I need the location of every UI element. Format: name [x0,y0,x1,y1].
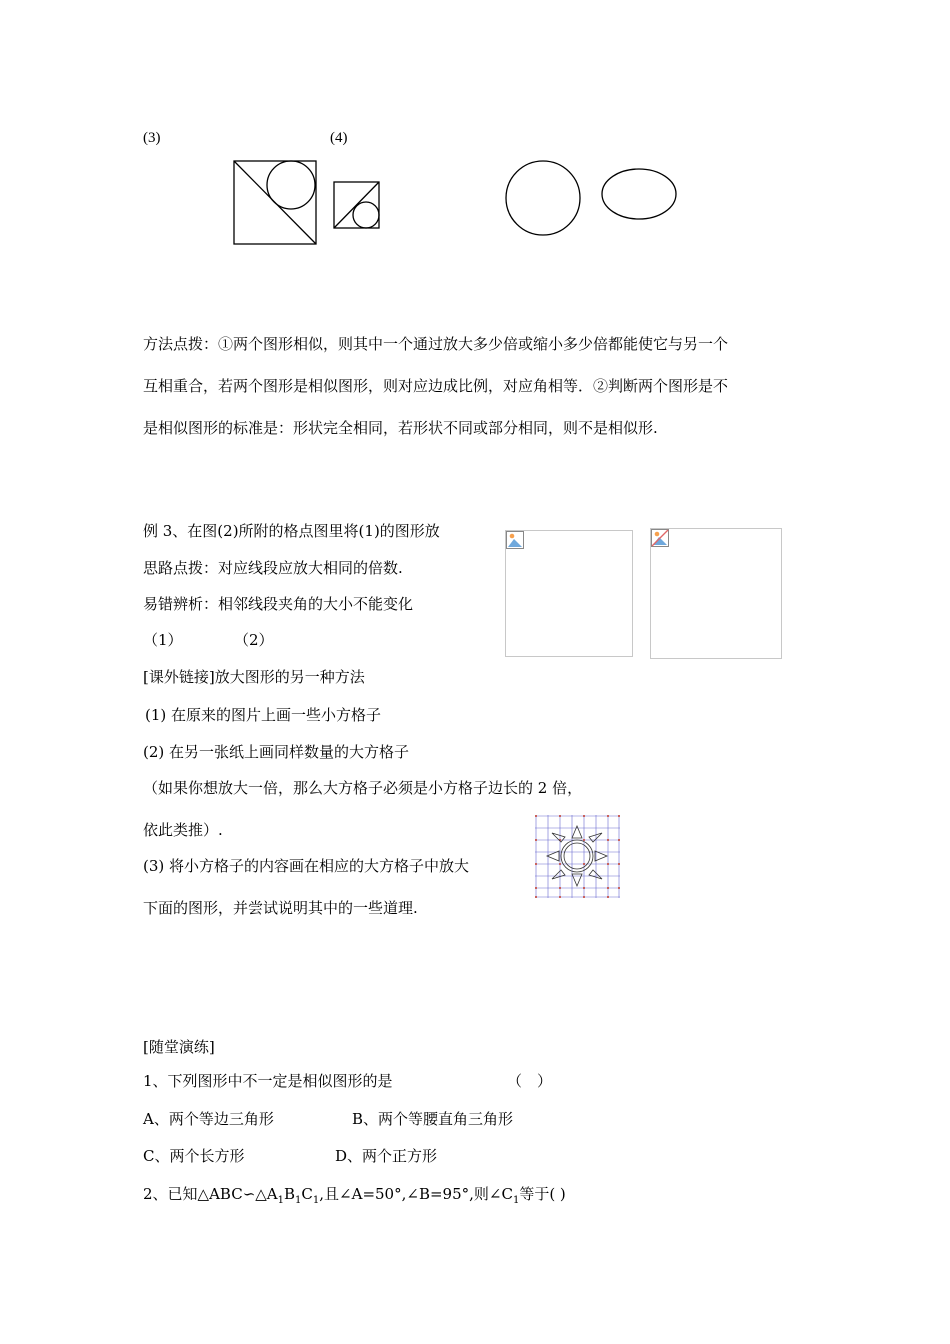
question-1: 1、下列图形中不一定是相似图形的是 [143,1072,393,1090]
q2-text-b: B [284,1185,296,1203]
q2-text-c: C [301,1185,313,1203]
example3-line-2: 思路点拨：对应线段应放大相同的倍数. [143,559,403,577]
method-tip-line-2: 互相重合，若两个图形是相似图形，则对应边成比例，对应角相等．②判断两个图形是不 [143,377,729,395]
circle-ellipse-figure [500,155,685,245]
method-tip-line-1: 方法点拨：①两个图形相似，则其中一个通过放大多少倍或缩小多少倍都能使它与另一个 [143,335,729,353]
example3-line-3: 易错辨析：相邻线段夹角的大小不能变化 [143,595,414,613]
extension-step-1: (1) 在原来的图片上画一些小方格子 [145,706,382,724]
practice-title: [随堂演练] [143,1038,215,1056]
image-placeholder-1 [505,530,633,657]
q2-text-1: 2、已知△ABC∽△A [143,1185,278,1203]
q2-sub-1: 1 [277,1195,285,1206]
option-c: C、两个长方形 [143,1147,245,1165]
circle-shape [506,161,580,235]
q2-text-mid: ,且∠A=50°,∠B=95°,则∠C [319,1185,513,1203]
option-d: D、两个正方形 [335,1147,438,1165]
broken-image-icon [506,531,524,549]
image-placeholder-2 [650,528,782,659]
small-square-diagonal [334,182,379,228]
figure-label-4: (4) [330,130,348,146]
large-square-circle [267,161,315,209]
option-b: B、两个等腰直角三角形 [352,1110,514,1128]
q2-sub-4: 1 [512,1195,520,1206]
broken-image-icon [651,529,669,547]
extension-note-1: （如果你想放大一倍，那么大方格子必须是小方格子边长的 2 倍， [143,779,583,797]
square-circle-figure [230,155,390,250]
extension-step-3: (3) 将小方格子的内容画在相应的大方格子中放大 [143,857,470,875]
small-square-circle [353,202,379,228]
extension-step-2: (2) 在另一张纸上画同样数量的大方格子 [143,743,410,761]
ellipse-shape [602,169,676,219]
question-2 [143,1184,566,1204]
figure-label-3: (3) [143,130,161,146]
method-tip-line-3: 是相似图形的标准是：形状完全相同，若形状不同或部分相同，则不是相似形. [143,419,658,437]
example3-fig-label-2: （2） [234,631,274,649]
extension-note-2: 依此类推）. [143,821,223,839]
example3-fig-label-1: （1） [143,631,183,649]
example3-line-1: 例 3、在图(2)所附的格点图里将(1)的图形放 [143,522,440,540]
extension-title: [课外链接]放大图形的另一种方法 [143,668,365,686]
sun-shape [547,826,607,886]
option-a: A、两个等边三角形 [143,1110,274,1128]
q2-sub-3: 1 [312,1195,320,1206]
q2-text-end: 等于( ) [519,1185,566,1203]
question-1-answer-blank: （ ） [507,1072,553,1090]
q2-sub-2: 1 [295,1195,302,1206]
extension-conclusion: 下面的图形，并尝试说明其中的一些道理. [143,899,418,917]
grid-sun-figure [532,812,624,900]
